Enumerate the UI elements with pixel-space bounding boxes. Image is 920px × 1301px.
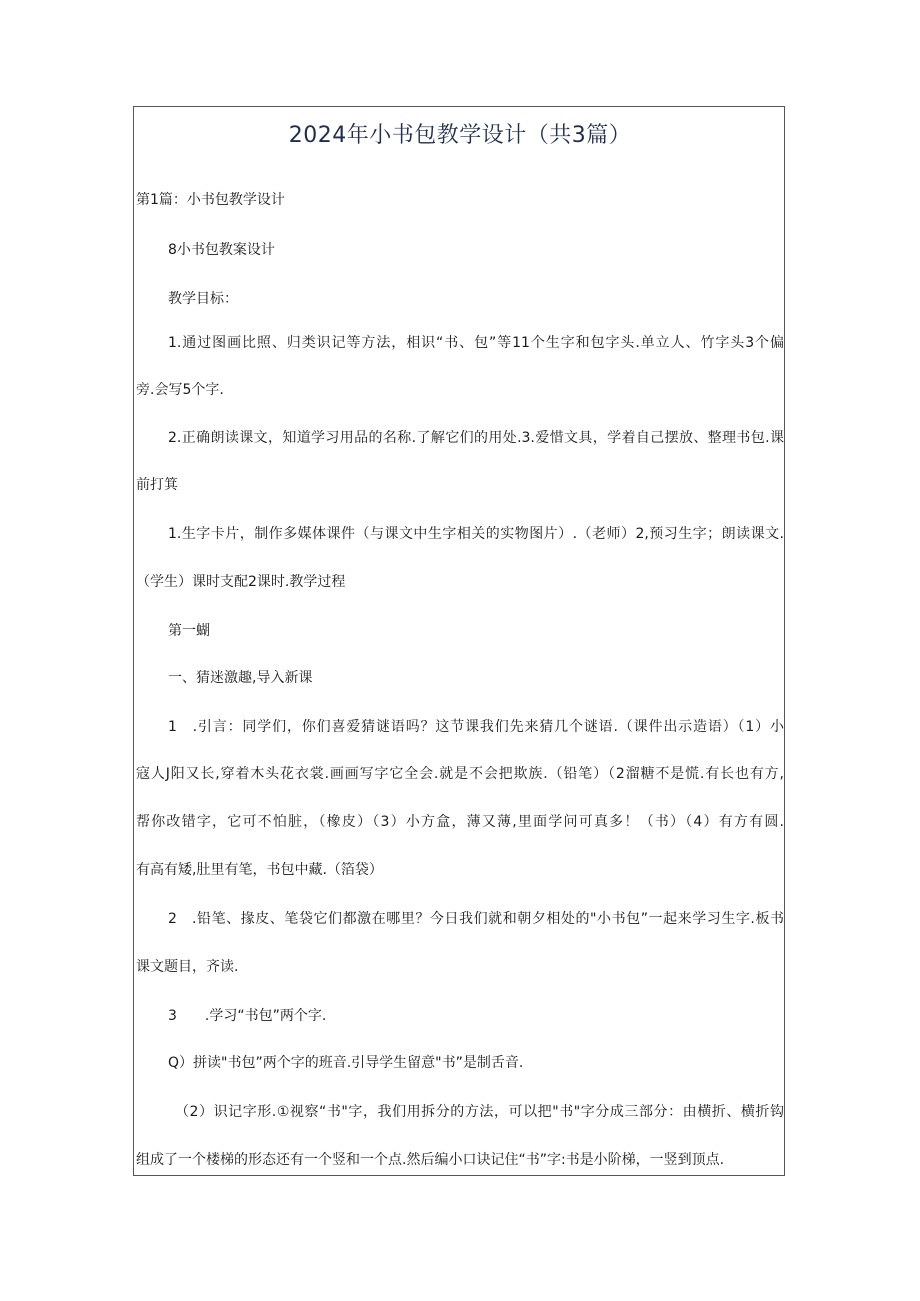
paragraph-line: 寇人J阳又长,穿着木头花衣裳.画画写字它全会.就是不会把欺族.（铅笔）（2溜糖不是慌.有长也有方, <box>136 766 784 782</box>
paragraph-line: Q）拼读"书包”两个字的班音.引导学生留意"书”是制舌音. <box>168 1055 524 1071</box>
paragraph-line: 一、猜迷激趣,导入新课 <box>168 670 313 686</box>
paragraph-line: （学生）课时支配2课时.教学过程 <box>136 574 346 590</box>
paragraph-line: 第一蝴 <box>168 623 210 639</box>
paragraph-line: 帮你改错字，它可不怕脏，（橡皮）（3）小方盒，薄又薄,里面学问可真多！（书）（4）有方有圆. <box>136 814 784 830</box>
section-heading: 第1篇：小书包教学设计 <box>136 192 285 208</box>
paragraph-line: 2.正确朗读课文，知道学习用品的名称.了解它们的用处.3.爱惜文具，学着自己摆放、整理书包.课 <box>168 430 784 446</box>
paragraph-line: 旁.会写5个字. <box>136 382 224 398</box>
paragraph-line: 1.通过图画比照、归类识记等方法，相识“书、包”等11个生字和包字头.单立人、竹字头3个偏 <box>168 335 784 351</box>
paragraph-line: 前打箕 <box>136 477 178 493</box>
paragraph-line: 2 .铅笔、掾皮、笔袋它们都激在哪里？今日我们就和朝夕相处的"小书包”一起来学习生字.板书 <box>168 911 784 927</box>
paragraph-line: 1 .引言：同学们，你们喜爱猜谜语吗？这节课我们先来猜几个谜语.（课件出示造语）（1）小 <box>168 719 784 735</box>
paragraph-line: 有高有矮,肚里有笔，书包中藏.（箔袋） <box>136 862 383 878</box>
paragraph-line: 教学目标： <box>168 291 238 307</box>
paragraph-line: 课文题目，齐读. <box>136 959 239 975</box>
paragraph-line: （2）识记字形.①视察“书"字，我们用拆分的方法，可以把"书"字分成三部分：由横折、横折钩 <box>175 1104 784 1120</box>
document-title: 2024年小书包教学设计（共3篇） <box>288 123 632 148</box>
paragraph-line: 组成了一个楼梯的形态还有一个竖和一个点.然后编小口诀记住“书”字:书是小阶梯，一竖到顶点. <box>136 1152 725 1168</box>
paragraph-line: 8小书包教案设计 <box>168 242 275 258</box>
paragraph-line: 3 .学习“书包”两个字. <box>168 1008 327 1024</box>
paragraph-line: 1.生字卡片，制作多媒体课件（与课文中生字相关的实物图片）.（老师）2,预习生字；朗读课文. <box>168 526 784 542</box>
